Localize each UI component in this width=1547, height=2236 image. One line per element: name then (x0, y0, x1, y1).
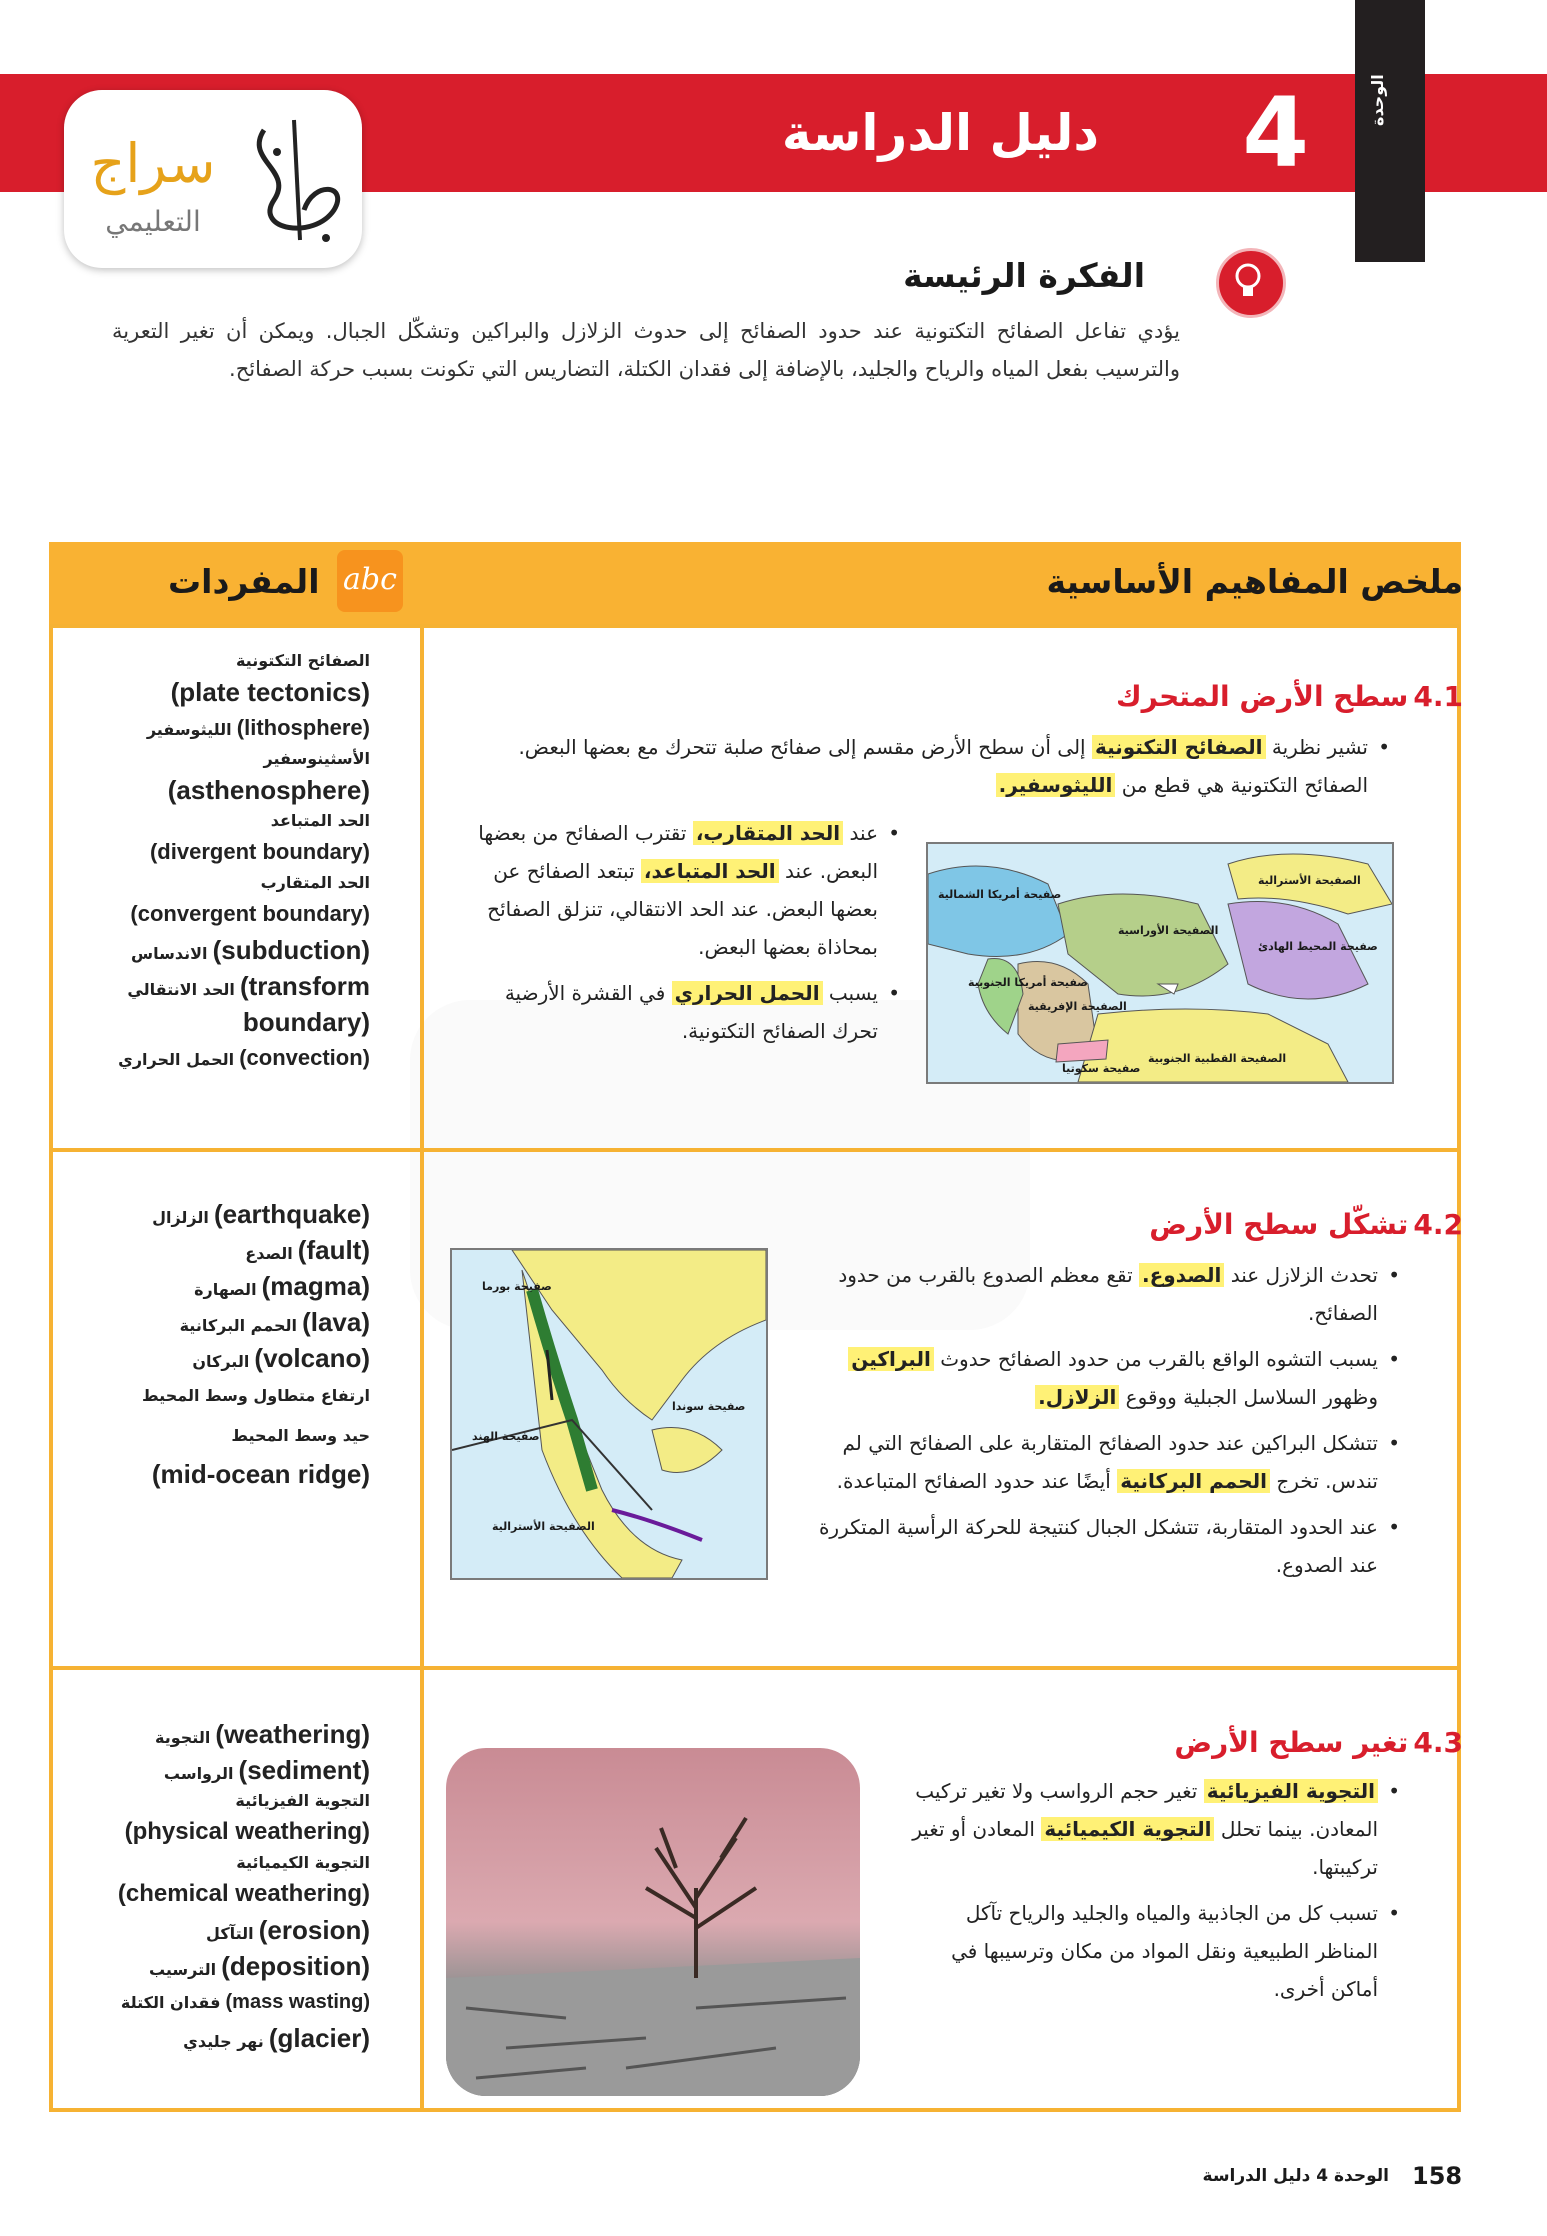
section-title: سطح الأرض المتحرك (1116, 680, 1409, 713)
bullet-convection: • يسبب الحمل الحراري في القشرة الأرضية تحرك الصفائح التكتونية. (470, 974, 878, 1050)
bullet-weathering: • التجوية الفيزيائية تغير حجم الرواسب ولا تغير تركيب المعادن. بينما تحلل التجوية الكيميائية المعادن أو تغير تركيبتها. (900, 1772, 1378, 1886)
vocab-title: المفردات (168, 562, 320, 601)
unit-side-label: الوحدة (1368, 74, 1387, 126)
vocab-list-4-1: الصفائح التكتونية (plate tectonics) الليثوسفير (lithosphere) الأسثينوسفير (asthenosphere) الحد المتباعد (divergent boundary) الحد المتقارب (convergent boundary) الاندساس (subduction) الحد الانتقالي (transform boundary) الحمل الحراري (convection) (60, 648, 370, 1076)
map-label: الصفيحة القطبية الجنوبية (1148, 1052, 1287, 1065)
bullet-mountains: • عند الحدود المتقاربة، تتشكل الجبال كنتيجة للحركة الرأسية المتكررة عند الصدوع. (800, 1508, 1378, 1584)
concepts-title: ملخص المفاهيم الأساسية (1046, 562, 1463, 601)
southeast-asia-map: صفيحة بورما صفيحة الهند صفيحة سوندا الصفيحة الأسترالية (450, 1248, 768, 1580)
vocab-list-4-2: الزلزال (earthquake) الصدع (fault) الصهارة (magma) الحمم البركانية (lava) البركان (volcano) ارتفاع متطاول وسط المحيط حيد وسط المحيط (mid-ocean ridge) (142, 1199, 370, 1489)
weathering-photo (446, 1748, 860, 2096)
bullet-boundaries: • عند الحد المتقارب، تقترب الصفائح من بعضها البعض. عند الحد المتباعد، تبتعد الصفائح عن بعضها البعض. عند الحد الانتقالي، تنزلق الصفائح بمحاذاة بعضها البعض. (470, 814, 878, 966)
map-label: الصفيحة الإفريقية (1028, 1000, 1127, 1013)
bullet-deformation: • يسبب التشوه الواقع بالقرب من حدود الصفائح حدوث البراكين وظهور السلاسل الجبلية ووقوع الزلازل. (800, 1340, 1378, 1416)
column-divider (420, 624, 424, 2112)
logo-subtitle: التعليمي (105, 205, 201, 238)
bullet-faults: • تحدث الزلازل عند الصدوع. تقع معظم الصدوع بالقرب من حدود الصفائح. (800, 1256, 1378, 1332)
section-4-3-bullets (900, 1772, 1400, 2016)
map-label: صفيحة المحيط الهادئ (1258, 940, 1378, 953)
tree-icon (446, 1748, 860, 2096)
section-4-2-bullets (800, 1256, 1400, 1592)
section-4-2-heading: 4.2 تشكّل سطح الأرض (1149, 1208, 1463, 1241)
bullet-erosion: • تسبب كل من الجاذبية والمياه والجليد والرياح تآكل المناظر الطبيعية ونقل المواد من مكان وترسيبها في أماكن أخرى. (900, 1894, 1378, 2008)
unit-number: 4 (1242, 77, 1309, 189)
map-label: الصفيحة الأسترالية (1258, 874, 1361, 887)
map-label: الصفيحة الأوراسية (1118, 924, 1219, 937)
section-number: 4.1 (1413, 680, 1463, 713)
plates-world-map (926, 842, 1394, 1084)
main-idea-text: يؤدي تفاعل الصفائح التكتونية عند حدود الصفائح إلى حدوث الزلازل والبراكين وتشكّل الجبال. ويمكن أن تغير التعرية والترسيب بفعل المياه والرياح والجليد، بالإضافة إلى فقدان الكتلة، التضاريس التي تكونت بسبب حركة الصفائح. (112, 319, 1180, 381)
section-4-1-bullet-1: • تشير نظرية الصفائح التكتونية إلى أن سطح الأرض مقسم إلى صفائح صلبة تتحرك مع بعضها البعض. الصفائح التكتونية هي قطع من الليثوسفير. (450, 728, 1390, 812)
main-idea-title: الفكرة الرئيسة (903, 256, 1145, 295)
footer-text: الوحدة 4 دليل الدراسة (1202, 2166, 1389, 2186)
section-4-3-heading: 4.3 تغير سطح الأرض (1174, 1726, 1463, 1759)
map-label: صفيحة أمريكا الشمالية (938, 888, 1062, 901)
section-4-1-heading (1116, 680, 1463, 713)
lightbulb-icon (1216, 248, 1286, 318)
row-divider (49, 1148, 1461, 1152)
page-title: دليل الدراسة (781, 104, 1099, 162)
row-divider (49, 624, 1461, 628)
page-number: 158 (1412, 2162, 1463, 2190)
row-divider (49, 1666, 1461, 1670)
vocab-en: (plate tectonics) (170, 677, 370, 707)
abc-icon: abc (337, 550, 403, 612)
logo-name: سراج (90, 132, 216, 195)
bullet-volcanoes: • تتشكل البراكين عند حدود الصفائح المتقاربة على الصفائح التي لم تندس. تخرج الحمم البركانية أيضًا عند حدود الصفائح المتباعدة. (800, 1424, 1378, 1500)
vocab-ar: الصفائح التكتونية (235, 651, 370, 670)
vocab-list-4-3: التجوية (weathering) الرواسب (sediment) التجوية الفيزيائية (physical weathering) التجوية الكيميائية (chemical weathering) التآكل (erosion) الترسيب (deposition) فقدان الكتلة (mass wasting) نهر جليدي (glacier) (117, 1719, 370, 2053)
section-4-1-bullets-2 (470, 814, 900, 1058)
map-label: صفيحة سكوتيا (1062, 1062, 1141, 1075)
map-label: صفيحة أمريكا الجنوبية (968, 976, 1088, 989)
